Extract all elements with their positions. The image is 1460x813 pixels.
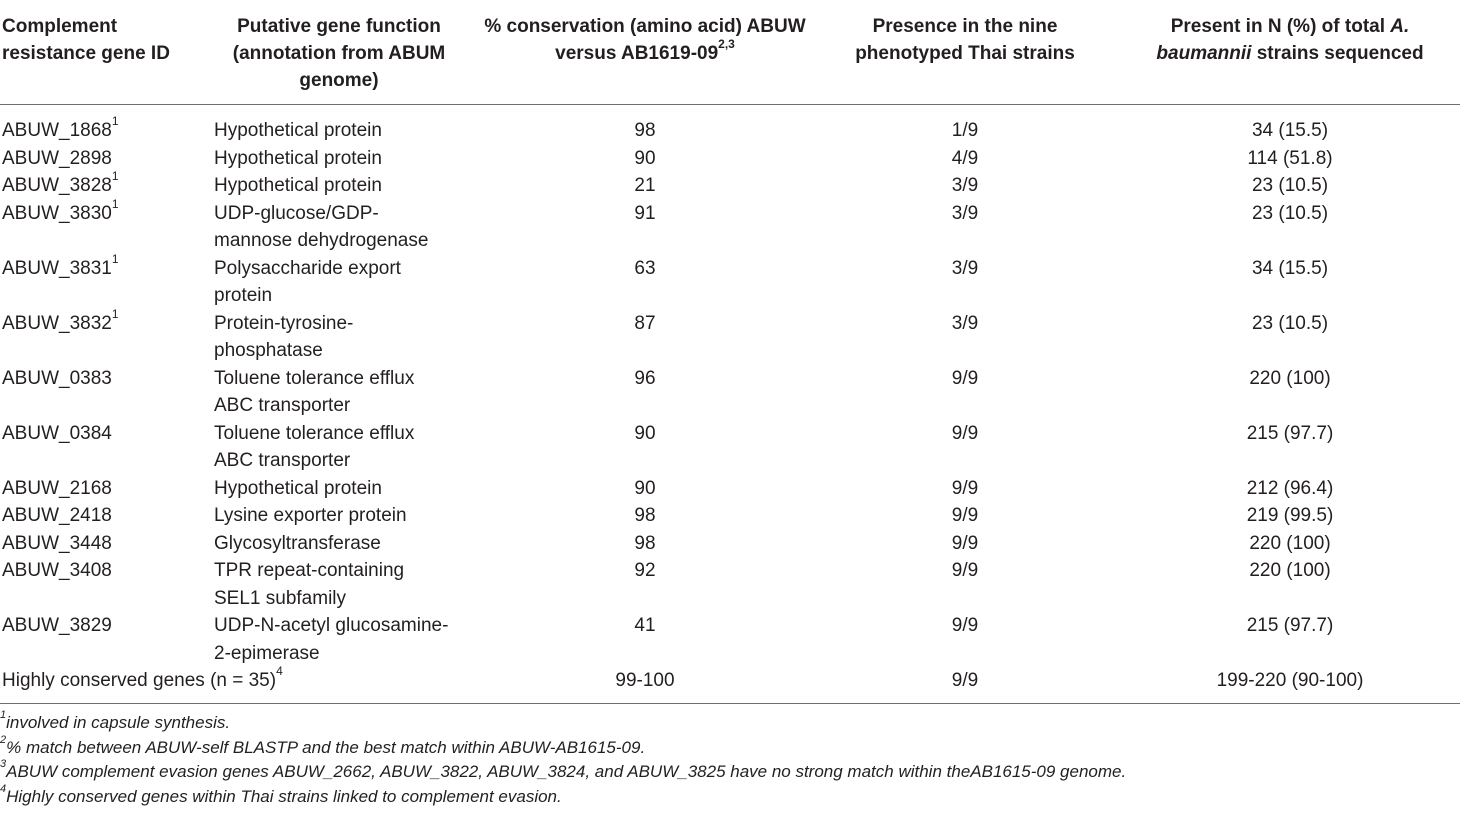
gene-id: ABUW_3831 [2,257,112,279]
footnote-2 [0,733,646,760]
gene-id: ABUW_2418 [2,505,112,526]
header-gene-id [2,13,170,67]
header-present-n-species: baumannii [1156,43,1252,64]
function-cell [214,365,469,420]
footnote-mark: 4 [0,782,7,795]
present-n-cell: 23 (10.5) [1251,202,1329,224]
function-cell [214,557,469,612]
function-line: phosphatase [214,340,323,361]
header-present-n-line1 [1120,13,1460,40]
function-line: mannose dehydrogenase [214,230,429,251]
summary-label [2,664,462,695]
gene-id-footnote-mark: 1 [111,196,119,211]
footnote-text: ABUW complement evasion genes ABUW_2662, ABUW_3822, ABUW_3824, and ABUW_3825 have no strong match within theAB1615-09 genome. [6,762,1127,781]
header-conservation-line2 [470,37,820,67]
conservation-cell: 87 [634,312,656,334]
conservation-cell: 98 [634,532,656,554]
present-n-cell: 212 (96.4) [1246,477,1334,499]
header-present-n-line2-text: strains sequenced [1251,43,1424,64]
presence-cell: 3/9 [951,257,979,279]
footnote-mark: 1 [0,709,7,721]
header-conservation-line2-text: versus AB1619-09 [555,43,719,64]
present-n-cell: 220 (100) [1249,367,1331,389]
function-cell [214,310,469,365]
gene-id-footnote-mark: 1 [111,251,119,266]
gene-id-cell [2,196,207,228]
header-gene-id-line2: resistance gene ID [2,43,170,64]
presence-cell: 4/9 [951,147,979,169]
function-line: Hypothetical protein [214,147,382,169]
function-line: TPR repeat-containing [214,560,405,581]
summary-presence: 9/9 [951,670,979,691]
bottom-rule [0,703,1460,704]
gene-id-cell [2,502,207,530]
function-line: Toluene tolerance efflux [214,422,415,444]
function-line: 2-epimerase [214,642,320,664]
gene-id: ABUW_3829 [2,615,112,636]
function-cell [214,612,469,667]
function-cell [214,172,469,200]
conservation-cell: 91 [634,202,656,224]
gene-id: ABUW_3408 [2,560,112,581]
presence-cell: 9/9 [951,560,979,581]
gene-id: ABUW_0383 [2,367,112,389]
presence-cell: 9/9 [951,532,979,554]
presence-cell: 1/9 [951,120,979,141]
gene-id-cell [2,306,207,338]
conservation-cell: 90 [634,477,656,499]
gene-id-cell [2,557,207,585]
function-line: SEL1 subfamily [214,587,347,609]
summary-present-n: 199-220 (90-100) [1216,670,1364,691]
gene-id: ABUW_0384 [2,422,112,444]
header-present-n-line1-text: Present in N (%) of total [1170,16,1391,37]
header-function-line2: (annotation from ABUM [232,43,446,64]
footnote-mark: 3 [0,758,7,770]
function-line: protein [214,285,273,306]
footnote-1 [0,711,230,735]
function-line: Protein-tyrosine- [214,312,354,334]
header-conservation [470,13,820,67]
header-function-line1: Putative gene function [237,16,441,37]
gene-id-cell [2,420,207,448]
header-present-n-line2 [1120,40,1460,67]
presence-cell: 9/9 [951,422,979,444]
header-conservation-superscript: 2,3 [718,37,735,51]
gene-id: ABUW_3832 [2,312,112,334]
present-n-cell: 34 (15.5) [1251,257,1329,279]
presence-cell: 9/9 [951,505,979,526]
footnote-3 [0,760,1126,784]
gene-id: ABUW_2168 [2,477,112,499]
presence-cell: 9/9 [951,367,979,389]
present-n-cell: 23 (10.5) [1251,312,1329,334]
gene-id-footnote-mark: 1 [111,114,119,128]
function-cell [214,502,469,530]
gene-id: ABUW_3830 [2,202,112,224]
present-n-cell: 34 (15.5) [1251,120,1329,141]
gene-id-cell [2,114,207,145]
present-n-cell: 23 (10.5) [1251,175,1329,196]
function-line: Polysaccharide export [214,257,401,279]
function-line: Lysine exporter protein [214,505,407,526]
presence-cell: 9/9 [951,615,979,636]
header-function [214,13,464,94]
header-function-line3: genome) [299,70,379,91]
function-line: ABC transporter [214,395,351,416]
conservation-cell: 92 [634,560,656,581]
function-line: ABC transporter [214,450,351,471]
gene-id: ABUW_3828 [2,175,112,196]
function-line: Toluene tolerance efflux [214,367,415,389]
function-cell [214,530,469,558]
footnote-text: % match between ABUW-self BLASTP and the best match within ABUW-AB1615-09. [6,737,646,757]
present-n-cell: 220 (100) [1249,560,1331,581]
function-line: Hypothetical protein [214,175,382,196]
function-line: UDP-N-acetyl glucosamine- [214,615,449,636]
function-line: Hypothetical protein [214,477,382,499]
present-n-cell: 114 (51.8) [1247,147,1333,169]
gene-id-cell [2,251,207,283]
header-gene-id-line1: Complement [2,16,118,37]
function-cell [214,255,469,310]
conservation-cell: 96 [634,367,656,389]
header-present-n-genus: A. [1390,16,1410,37]
gene-id-footnote-mark: 1 [111,169,119,183]
footnote-text: involved in capsule synthesis. [6,713,231,732]
footnote-text: Highly conserved genes within Thai strains linked to complement evasion. [6,786,562,806]
gene-id-cell [2,475,207,503]
summary-superscript: 4 [276,664,283,678]
header-present-n [1120,13,1460,67]
function-cell [214,117,469,145]
presence-cell: 3/9 [951,175,979,196]
conservation-cell: 63 [634,257,656,279]
present-n-cell: 215 (97.7) [1246,422,1334,444]
gene-id: ABUW_1868 [2,120,112,141]
gene-id-footnote-mark: 1 [111,306,119,321]
presence-cell: 3/9 [951,312,979,334]
present-n-cell: 220 (100) [1249,532,1331,554]
presence-cell: 9/9 [951,477,979,499]
function-cell [214,145,469,173]
summary-conservation: 99-100 [615,670,675,691]
header-presence [820,13,1110,67]
conservation-cell: 41 [634,615,656,636]
conservation-cell: 90 [634,422,656,444]
function-line: Hypothetical protein [214,120,382,141]
conservation-cell: 90 [634,147,656,169]
summary-label-text: Highly conserved genes (n = 35) [2,670,277,691]
header-presence-line1: Presence in the nine [872,16,1058,37]
footnote-4 [0,782,562,809]
presence-cell: 3/9 [951,202,979,224]
function-line: UDP-glucose/GDP- [214,202,379,224]
function-cell [214,420,469,475]
header-presence-line2: phenotyped Thai strains [855,43,1075,64]
conservation-cell: 98 [634,505,656,526]
gene-id-cell [2,145,207,173]
present-n-cell: 215 (97.7) [1246,615,1334,636]
header-rule [0,104,1460,105]
conservation-cell: 21 [634,175,656,196]
header-conservation-line1: % conservation (amino acid) ABUW [484,16,806,37]
gene-id-cell [2,169,207,200]
gene-id: ABUW_2898 [2,147,112,169]
gene-id: ABUW_3448 [2,532,112,554]
function-cell [214,475,469,503]
present-n-cell: 219 (99.5) [1246,505,1334,526]
function-line: Glycosyltransferase [214,532,381,554]
gene-id-cell [2,530,207,558]
conservation-cell: 98 [634,120,656,141]
gene-id-cell [2,365,207,393]
footnote-mark: 2 [0,733,7,746]
gene-id-cell [2,612,207,640]
function-cell [214,200,469,255]
